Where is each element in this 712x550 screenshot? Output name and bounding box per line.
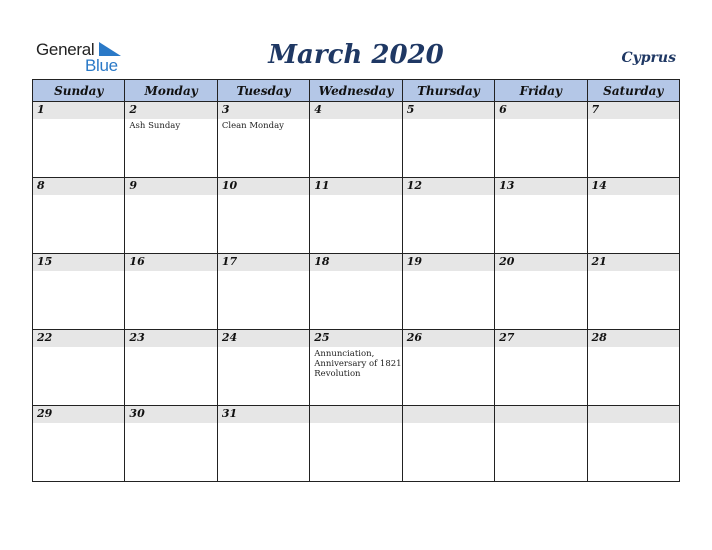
day-number: 29 — [37, 407, 53, 420]
logo-text-general: General — [36, 40, 95, 59]
empty-day-cell — [310, 406, 402, 482]
holiday-label — [403, 347, 494, 349]
holiday-label — [588, 271, 679, 273]
day-cell-23 — [125, 330, 217, 406]
day-number: 24 — [221, 331, 238, 344]
weekday-header-monday: Monday — [125, 80, 217, 102]
day-header-band — [403, 406, 494, 423]
day-header-band — [588, 102, 679, 119]
weekday-header-friday: Friday — [495, 80, 587, 102]
day-cell-1 — [33, 102, 125, 178]
day-number: 25 — [314, 331, 330, 344]
holiday-label — [125, 271, 216, 273]
day-header-band — [310, 406, 401, 423]
day-number: 2 — [129, 103, 138, 116]
holiday-label — [588, 195, 679, 197]
empty-day-cell — [402, 406, 494, 482]
day-cell-20 — [495, 254, 587, 330]
holiday-label — [588, 423, 679, 425]
holiday-label — [33, 347, 124, 349]
day-cell-2 — [125, 102, 217, 178]
calendar-body — [33, 102, 680, 482]
day-header-band — [125, 178, 216, 195]
holiday-label: Ash Sunday — [129, 121, 181, 131]
day-header-band — [33, 178, 124, 195]
day-cell-11 — [310, 178, 402, 254]
day-cell-25 — [310, 330, 402, 406]
day-header-band — [588, 178, 679, 195]
holiday-label — [310, 195, 401, 197]
holiday-label — [125, 195, 216, 197]
day-number: 23 — [129, 331, 145, 344]
day-cell-14 — [587, 178, 679, 254]
holiday-label — [218, 195, 309, 197]
holiday-label — [403, 423, 494, 425]
weekday-header-thursday: Thursday — [402, 80, 494, 102]
day-number: 10 — [221, 179, 238, 192]
day-header-band — [218, 178, 309, 195]
holiday-label — [495, 271, 586, 273]
holiday-label — [218, 347, 309, 349]
day-cell-9 — [125, 178, 217, 254]
day-header-band — [310, 178, 401, 195]
holiday-label — [495, 119, 586, 121]
day-number: 6 — [499, 103, 507, 116]
weekday-header-saturday: Saturday — [587, 80, 679, 102]
weekday-header-sunday: Sunday — [33, 80, 125, 102]
day-cell-29 — [33, 406, 125, 482]
week-row — [33, 254, 680, 330]
holiday-label — [33, 195, 124, 197]
day-header-band — [403, 254, 494, 271]
day-cell-5 — [402, 102, 494, 178]
holiday-label: Annunciation, Anniversary of 1821 Revolution — [314, 349, 402, 379]
holiday-label — [495, 195, 586, 197]
day-header-band — [310, 330, 401, 347]
day-header-band — [403, 330, 494, 347]
holiday-label — [125, 423, 216, 425]
week-row — [33, 178, 680, 254]
day-number: 1 — [37, 103, 45, 116]
day-number: 4 — [314, 103, 322, 116]
holiday-label — [310, 423, 401, 425]
day-header-band — [218, 330, 309, 347]
day-cell-12 — [402, 178, 494, 254]
day-header-band — [218, 102, 309, 119]
day-number: 18 — [314, 255, 330, 268]
day-header-band — [125, 406, 216, 423]
calendar-grid — [32, 79, 680, 482]
day-cell-26 — [402, 330, 494, 406]
day-cell-8 — [33, 178, 125, 254]
holiday-label — [218, 423, 309, 425]
holiday-label — [588, 119, 679, 121]
day-number: 12 — [406, 179, 422, 192]
day-header-band — [218, 254, 309, 271]
day-number: 16 — [129, 255, 145, 268]
day-header-band — [588, 330, 679, 347]
day-cell-15 — [33, 254, 125, 330]
day-header-band — [310, 102, 401, 119]
holiday-label — [33, 119, 124, 121]
day-header-band — [125, 254, 216, 271]
day-number: 28 — [591, 331, 607, 344]
day-number: 19 — [406, 255, 422, 268]
holiday-label — [33, 271, 124, 273]
day-number: 3 — [221, 103, 230, 116]
day-cell-18 — [310, 254, 402, 330]
day-header-band — [588, 406, 679, 423]
day-header-band — [33, 102, 124, 119]
day-number: 9 — [129, 179, 138, 192]
day-number: 5 — [406, 103, 415, 116]
holiday-label — [310, 119, 401, 121]
day-cell-17 — [217, 254, 309, 330]
week-row — [33, 102, 680, 178]
day-number: 7 — [591, 103, 600, 116]
day-header-band — [495, 330, 586, 347]
day-cell-31 — [217, 406, 309, 482]
day-cell-13 — [495, 178, 587, 254]
day-cell-27 — [495, 330, 587, 406]
day-number: 15 — [37, 255, 53, 268]
day-number: 14 — [591, 179, 607, 192]
holiday-label — [588, 347, 679, 349]
country-label: Cyprus — [621, 50, 676, 66]
holiday-label — [495, 347, 586, 349]
holiday-label — [218, 271, 309, 273]
week-row — [33, 406, 680, 482]
day-cell-6 — [495, 102, 587, 178]
day-header-band — [495, 102, 586, 119]
day-number: 22 — [37, 331, 53, 344]
holiday-label — [403, 195, 494, 197]
day-header-band — [218, 406, 309, 423]
day-number: 8 — [37, 179, 45, 192]
day-header-band — [403, 178, 494, 195]
day-header-band — [125, 102, 216, 119]
day-header-band — [33, 330, 124, 347]
day-cell-22 — [33, 330, 125, 406]
day-cell-24 — [217, 330, 309, 406]
holiday-label — [403, 119, 494, 121]
day-number: 13 — [499, 179, 515, 192]
day-number: 17 — [221, 255, 238, 268]
holiday-label — [33, 423, 124, 425]
day-cell-30 — [125, 406, 217, 482]
day-header-band — [310, 254, 401, 271]
holiday-label — [495, 423, 586, 425]
day-header-band — [125, 330, 216, 347]
day-number: 20 — [499, 255, 515, 268]
day-cell-3 — [217, 102, 309, 178]
holiday-label — [125, 347, 216, 349]
day-cell-7 — [587, 102, 679, 178]
day-cell-19 — [402, 254, 494, 330]
day-header-band — [495, 178, 586, 195]
day-cell-10 — [217, 178, 309, 254]
holiday-label: Clean Monday — [221, 121, 284, 131]
day-number: 30 — [129, 407, 145, 420]
weekday-header-row — [33, 80, 680, 102]
day-number: 31 — [221, 407, 238, 420]
day-header-band — [403, 102, 494, 119]
weekday-header-tuesday: Tuesday — [217, 80, 309, 102]
week-row — [33, 330, 680, 406]
day-number: 26 — [406, 331, 422, 344]
day-header-band — [33, 254, 124, 271]
logo-text-blue: Blue — [85, 56, 118, 75]
empty-day-cell — [587, 406, 679, 482]
holiday-label — [403, 271, 494, 273]
day-cell-16 — [125, 254, 217, 330]
day-cell-21 — [587, 254, 679, 330]
day-number: 27 — [499, 331, 515, 344]
day-header-band — [33, 406, 124, 423]
day-number: 21 — [591, 255, 607, 268]
day-number: 11 — [314, 179, 330, 192]
day-header-band — [495, 254, 586, 271]
day-cell-4 — [310, 102, 402, 178]
holiday-label — [310, 271, 401, 273]
day-cell-28 — [587, 330, 679, 406]
calendar-title: March 2020 — [268, 40, 444, 70]
day-header-band — [495, 406, 586, 423]
weekday-header-wednesday: Wednesday — [310, 80, 402, 102]
empty-day-cell — [495, 406, 587, 482]
day-header-band — [588, 254, 679, 271]
